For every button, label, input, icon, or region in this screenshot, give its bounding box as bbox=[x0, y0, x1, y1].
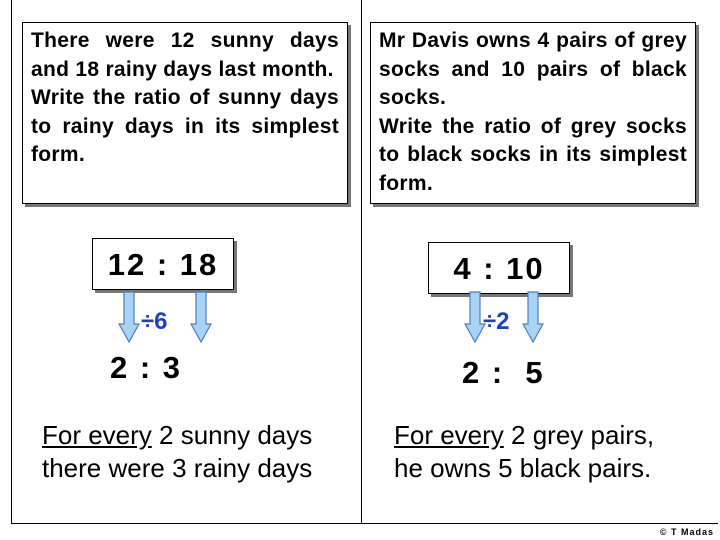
right-question-line-1: Mr Davis owns 4 pairs of grey socks and 10 pairs of black socks. bbox=[379, 29, 687, 109]
column-divider bbox=[361, 0, 362, 524]
right-arrow-down-icon bbox=[523, 292, 543, 342]
right-question-box bbox=[370, 22, 696, 204]
right-question-line-2: Write the ratio of grey socks to black socks in its simplest form. bbox=[379, 114, 687, 195]
left-result: 2 : 3 bbox=[110, 350, 183, 385]
left-ratio: 12 : 18 bbox=[107, 247, 219, 282]
right-answer bbox=[394, 419, 654, 485]
right-divide-label: ÷2 bbox=[483, 308, 510, 335]
right-arrow-down-icon bbox=[191, 292, 211, 342]
left-answer-line-1-rest: 2 sunny days bbox=[151, 420, 313, 450]
left-answer bbox=[42, 419, 312, 485]
right-ratio-box bbox=[428, 242, 570, 294]
left-divide-arrows bbox=[118, 290, 218, 346]
left-answer-underlined: For every bbox=[42, 420, 152, 450]
copyright-text: © T Madas bbox=[659, 527, 714, 537]
left-answer-line-1 bbox=[42, 419, 312, 452]
right-divide-arrows bbox=[464, 290, 564, 346]
right-answer-line-1-rest: 2 grey pairs, bbox=[503, 420, 655, 450]
left-question-line-1: There were 12 sunny days and 18 rainy days last month. bbox=[31, 29, 339, 81]
right-answer-line-1 bbox=[394, 419, 654, 452]
left-answer-line-2: there were 3 rainy days bbox=[42, 453, 313, 483]
right-result: 2 : 5 bbox=[462, 355, 545, 390]
left-ratio-box bbox=[92, 238, 234, 290]
left-arrow-down-icon bbox=[119, 292, 139, 342]
right-answer-underlined: For every bbox=[394, 420, 504, 450]
right-answer-line-2: he owns 5 black pairs. bbox=[394, 453, 652, 483]
left-arrow-down-icon bbox=[465, 292, 485, 342]
left-question-box bbox=[22, 22, 348, 204]
left-question-line-2: Write the ratio of sunny days to rainy days in its simplest form. bbox=[31, 86, 339, 166]
right-ratio: 4 : 10 bbox=[453, 251, 545, 286]
left-divide-label: ÷6 bbox=[141, 308, 168, 335]
